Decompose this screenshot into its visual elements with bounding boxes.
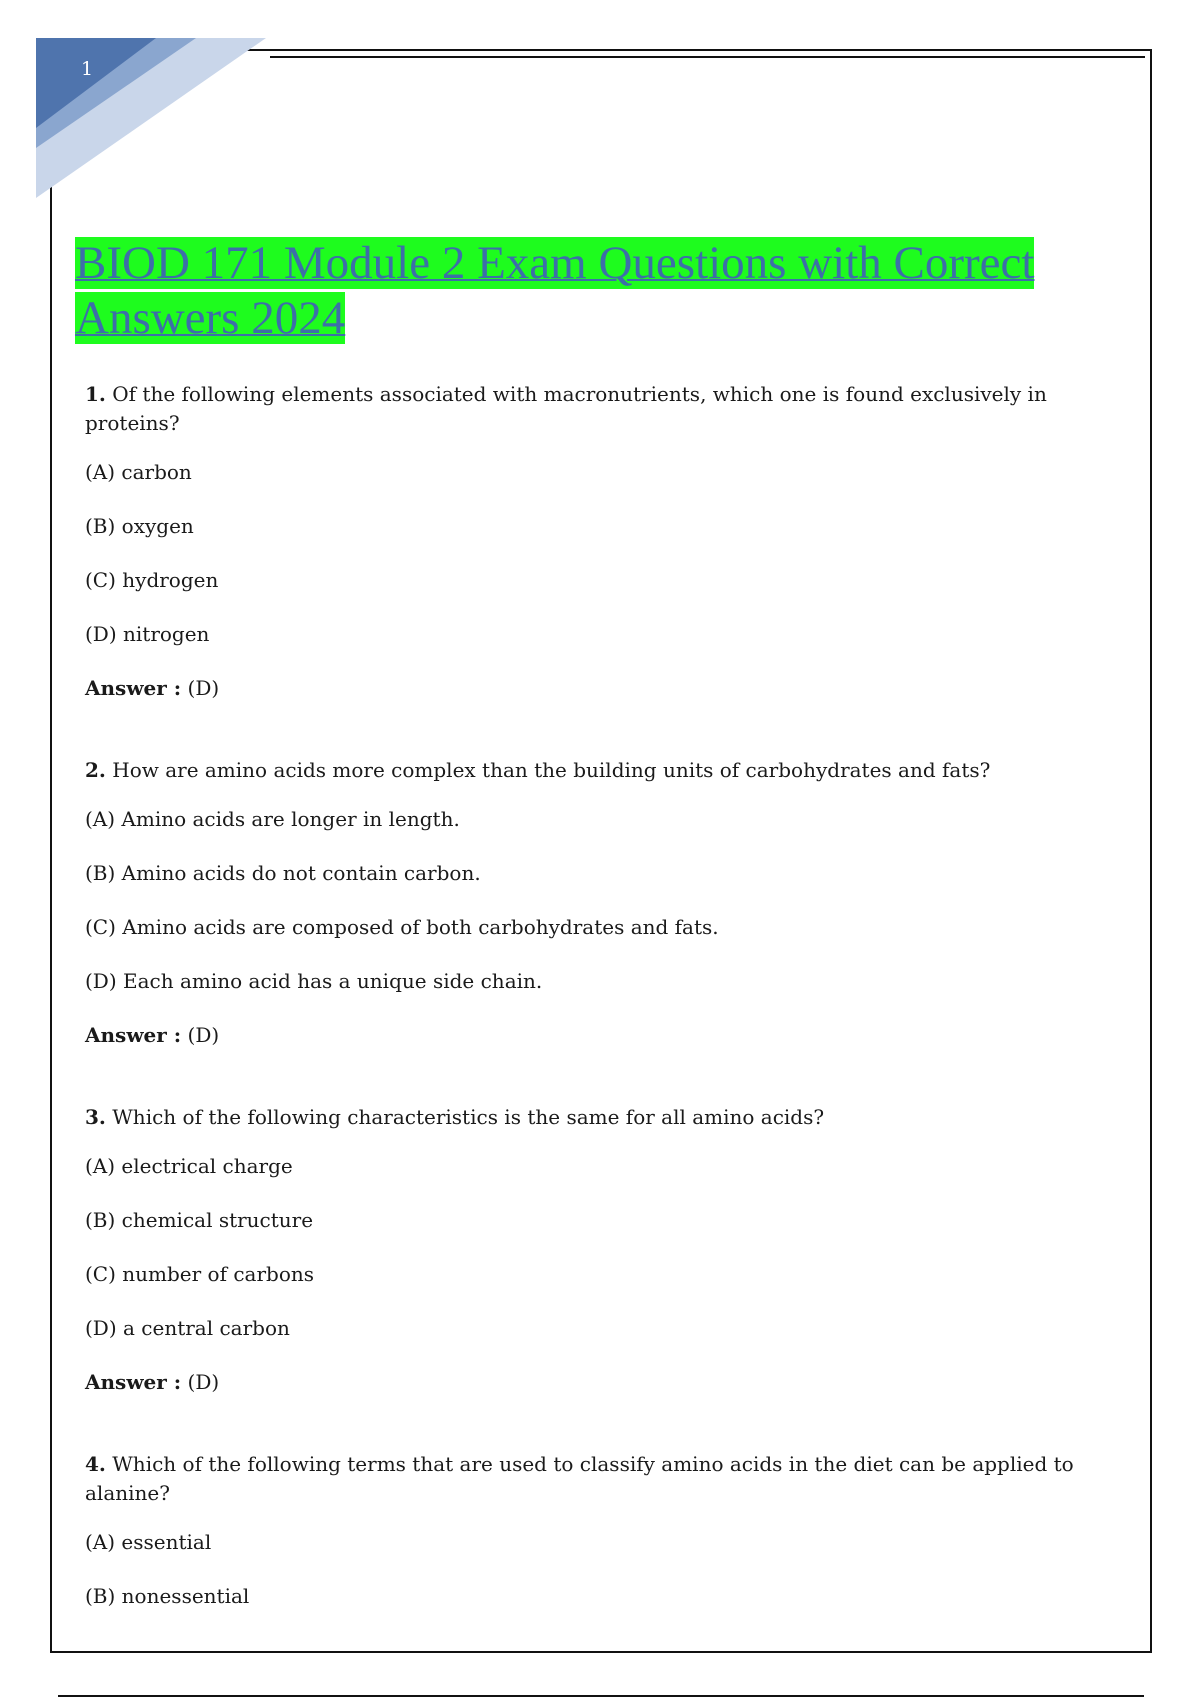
option-a: (A) electrical charge: [85, 1154, 293, 1178]
document-title: BIOD 171 Module 2 Exam Questions with Correct Answers 2024: [75, 237, 1035, 344]
answer-value: (D): [187, 676, 220, 700]
question-number: 4.: [85, 1452, 106, 1476]
question-3: [85, 1103, 1125, 1397]
bottom-rule: [58, 1695, 1144, 1697]
question-text: How are amino acids more complex than the building units of carbohydrates and fats?: [112, 758, 991, 782]
option-d: (D) a central carbon: [85, 1316, 290, 1340]
option-c: (C) hydrogen: [85, 568, 219, 592]
question-list: [85, 380, 1125, 1636]
answer-label: Answer :: [85, 676, 182, 700]
question-text: Of the following elements associated with macronutrients, which one is found exclusively in proteins?: [85, 382, 1047, 435]
answer: [85, 674, 1125, 703]
answer-value: (D): [187, 1023, 220, 1047]
question-2: [85, 756, 1125, 1050]
question-number: 1.: [85, 382, 106, 406]
option-b: (B) chemical structure: [85, 1208, 314, 1232]
option-d: (D) nitrogen: [85, 622, 210, 646]
option-a: (A) carbon: [85, 460, 192, 484]
page-number: 1: [81, 58, 94, 80]
question-text: Which of the following terms that are used to classify amino acids in the diet can be applied to alanine?: [85, 1452, 1074, 1505]
answer: [85, 1021, 1125, 1050]
question-4: [85, 1450, 1125, 1611]
answer-label: Answer :: [85, 1370, 182, 1394]
top-rule: [270, 56, 1145, 58]
question-number: 2.: [85, 758, 106, 782]
option-b: (B) Amino acids do not contain carbon.: [85, 861, 481, 885]
option-b: (B) nonessential: [85, 1584, 250, 1608]
corner-decoration: [36, 38, 276, 208]
question-number: 3.: [85, 1105, 106, 1129]
answer-label: Answer :: [85, 1023, 182, 1047]
answer: [85, 1368, 1125, 1397]
option-a: (A) essential: [85, 1530, 212, 1554]
option-c: (C) Amino acids are composed of both carbohydrates and fats.: [85, 915, 719, 939]
option-c: (C) number of carbons: [85, 1262, 315, 1286]
option-d: (D) Each amino acid has a unique side chain.: [85, 969, 543, 993]
option-b: (B) oxygen: [85, 514, 194, 538]
question-text: Which of the following characteristics is the same for all amino acids?: [112, 1105, 825, 1129]
option-a: (A) Amino acids are longer in length.: [85, 807, 460, 831]
question-1: [85, 380, 1125, 703]
answer-value: (D): [187, 1370, 220, 1394]
